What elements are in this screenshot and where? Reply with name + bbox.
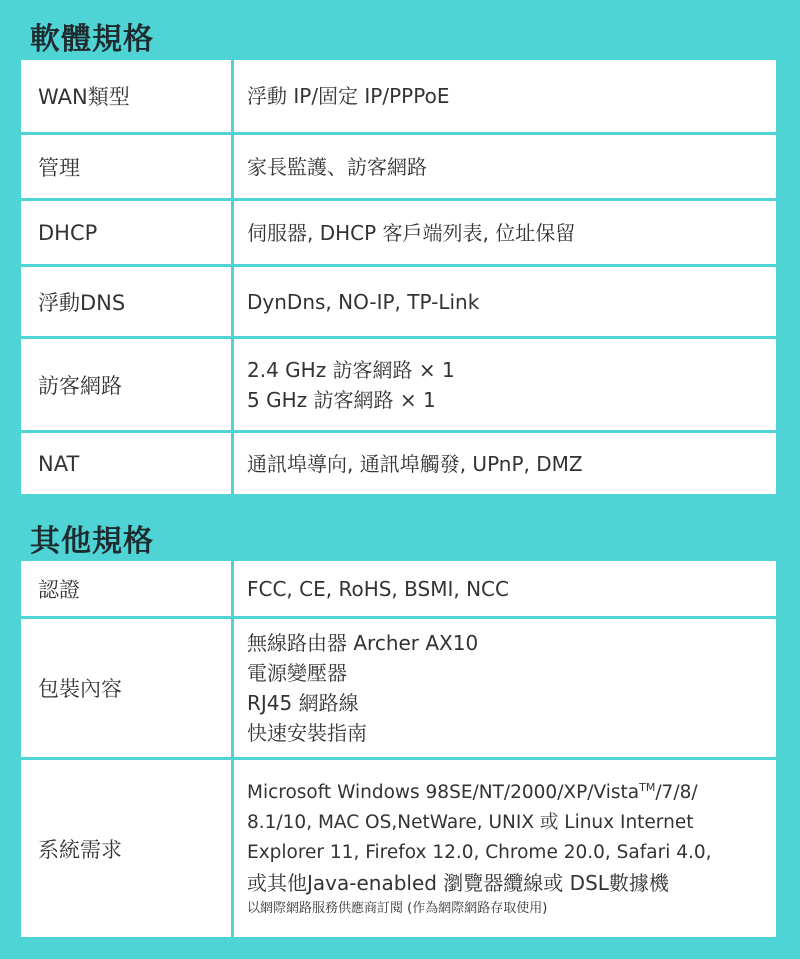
- spec-row-wan-type: [21, 60, 776, 132]
- spec-value-line: 伺服器, DHCP 客戶端列表, 位址保留: [247, 220, 576, 245]
- spec-row-management: [21, 135, 776, 198]
- spec-value-line: 2.4 GHz 訪客網路 × 1: [247, 357, 455, 382]
- spec-value-line: [247, 778, 766, 808]
- other-specs-table: [21, 561, 776, 937]
- spec-value-line: 家長監護、訪客網路: [247, 154, 427, 179]
- spec-key: 管理: [21, 135, 234, 198]
- spec-value-line: Explorer 11, Firefox 12.0, Chrome 20.0, Safari 4.0,: [247, 841, 712, 863]
- spec-value: [234, 433, 776, 494]
- spec-value-line: 5 GHz 訪客網路 × 1: [247, 387, 436, 412]
- spec-value: [234, 619, 776, 757]
- spec-value-line: DynDns, NO-IP, TP-Link: [247, 289, 480, 314]
- spec-row-dhcp: [21, 201, 776, 264]
- spec-value-line: 或其他Java-enabled 瀏覽器纜線或 DSL數據機: [247, 870, 669, 895]
- software-specs-title: 軟體規格: [30, 22, 154, 57]
- spec-row-system-requirements: [21, 760, 776, 937]
- trademark-mark: TM: [639, 780, 656, 794]
- spec-value-line: 快速安裝指南: [247, 721, 367, 745]
- spec-row-guest-network: [21, 339, 776, 430]
- spec-value: [234, 760, 776, 937]
- spec-key: 系統需求: [21, 760, 234, 937]
- spec-value: [234, 135, 776, 198]
- spec-key: 訪客網路: [21, 339, 234, 430]
- spec-value-line: 通訊埠導向, 通訊埠觸發, UPnP, DMZ: [247, 451, 583, 476]
- spec-row-package-contents: [21, 619, 776, 757]
- spec-value-note: 以網際網路服務供應商訂閱 (作為網際網路存取使用): [247, 900, 548, 916]
- spec-value-text: /7/8/: [655, 781, 698, 803]
- spec-key: 包裝內容: [21, 619, 234, 757]
- spec-key: WAN類型: [21, 60, 234, 132]
- other-specs-title: 其他規格: [30, 524, 154, 559]
- spec-value: [234, 267, 776, 336]
- spec-key: 認證: [21, 561, 234, 616]
- spec-value-line: 8.1/10, MAC OS,NetWare, UNIX 或 Linux Internet: [247, 811, 694, 833]
- spec-row-nat: [21, 433, 776, 494]
- spec-value-line: FCC, CE, RoHS, BSMI, NCC: [247, 576, 509, 601]
- software-specs-table: [21, 60, 776, 494]
- spec-value-line: 電源變壓器: [247, 661, 347, 685]
- spec-value: [234, 561, 776, 616]
- spec-value: [234, 60, 776, 132]
- spec-value: [234, 339, 776, 430]
- spec-key: 浮動DNS: [21, 267, 234, 336]
- spec-value: [234, 201, 776, 264]
- spec-value-text: Microsoft Windows 98SE/NT/2000/XP/Vista: [247, 781, 640, 803]
- spec-key: DHCP: [21, 201, 234, 264]
- spec-key: NAT: [21, 433, 234, 494]
- spec-value-line: 無線路由器 Archer AX10: [247, 631, 479, 655]
- spec-row-dynamic-dns: [21, 267, 776, 336]
- spec-value-line: 浮動 IP/固定 IP/PPPoE: [247, 84, 450, 108]
- spec-row-certification: [21, 561, 776, 616]
- spec-value-line: RJ45 網路線: [247, 691, 359, 715]
